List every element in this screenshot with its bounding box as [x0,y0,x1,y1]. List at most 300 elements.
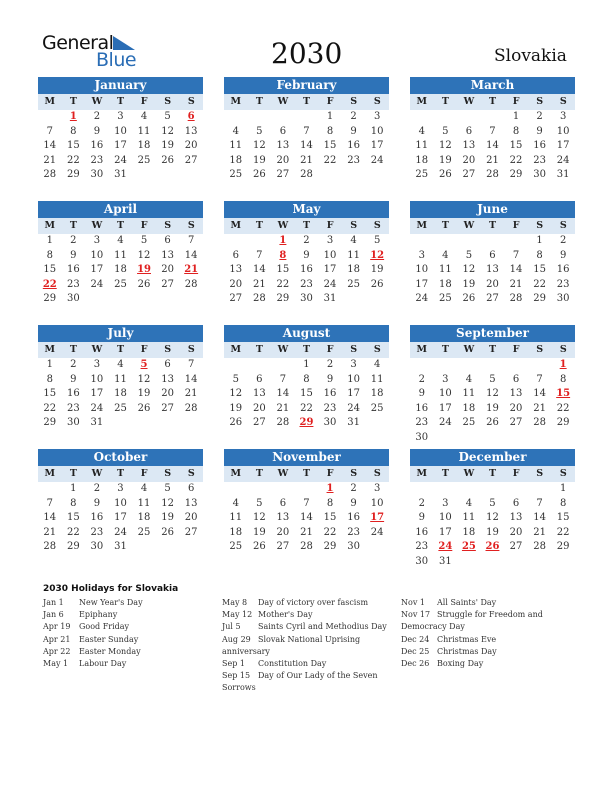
day-cell: 12 [161,497,174,509]
day-cell: 8 [512,125,520,137]
empty-cell [434,482,458,497]
weekday-label: T [488,468,497,479]
day-cell: 6 [279,125,287,137]
weekday-label: T [69,96,77,107]
day-cell: 20 [509,526,523,538]
day-cell: 7 [46,125,53,137]
day-cell: 19 [486,526,499,538]
day-cell: 23 [300,278,313,290]
day-cell: 15 [509,140,523,152]
weekday-label: S [536,344,544,355]
day-cell: 7 [536,497,543,509]
day-cell: 17 [556,140,570,152]
holiday-date: May 1 [43,659,69,669]
day-cell: 22 [300,402,313,414]
weekday-label: W [277,96,289,107]
day-cell: 29 [323,541,337,553]
weekday-header-row [38,342,203,358]
day-cell: 4 [140,483,148,494]
holiday-name: Constitution Day [258,659,327,669]
day-cell: 21 [533,402,546,414]
day-cell: 18 [462,402,476,414]
day-cell: 21 [300,526,313,538]
day-cell: 29 [556,541,570,553]
holiday-date: Jan 6 [43,610,64,620]
day-cell: 18 [229,154,243,166]
day-cell: 21 [43,526,57,538]
month-header: May [224,201,389,218]
holiday-name: Slovak National Uprising anniversary [222,634,361,656]
day-cell: 7 [187,235,195,246]
weekday-label: M [230,468,242,479]
empty-cell [224,358,248,373]
day-cell: 19 [161,140,174,152]
day-cell: 18 [415,154,429,166]
logo [42,32,142,72]
weekday-label: T [441,344,449,355]
day-cell: 11 [114,373,127,385]
day-cell: 28 [184,402,198,414]
weekday-header-row [38,94,203,110]
day-cell: 19 [462,278,476,290]
holiday-date: Nov 1 [401,598,425,607]
weekday-header-row [410,466,575,482]
day-cell: 30 [556,293,570,305]
holiday-date: Apr 21 [43,634,71,644]
day-cell: 6 [187,483,195,494]
day-cell: 16 [90,512,104,524]
day-cell: 26 [137,402,151,414]
day-cell: 25 [370,402,384,414]
weekday-label: W [91,96,103,107]
day-cell: 8 [46,249,53,261]
day-cell: 4 [117,359,124,370]
day-cell: 22 [323,526,337,538]
holiday-day-cell: 25 [461,541,476,553]
day-cell: 20 [252,402,266,414]
day-cell: 3 [373,483,381,494]
month-august [224,325,389,431]
day-cell: 15 [66,140,80,152]
empty-cell [410,110,434,125]
empty-cell [295,110,319,125]
holiday-item [43,658,213,670]
holiday-day-cell: 21 [184,264,199,276]
holiday-item [43,609,213,621]
day-cell: 12 [229,388,243,400]
holiday-name: New Year's Day [79,598,143,607]
weekday-label: S [536,96,544,107]
day-cell: 3 [326,235,334,246]
weekday-label: W [463,468,475,479]
day-cell: 11 [347,249,360,261]
empty-cell [457,234,481,249]
day-cell: 13 [276,140,290,152]
day-cell: 4 [442,249,449,261]
day-cell: 12 [137,249,151,261]
logo-triangle-icon [113,36,135,50]
day-cell: 20 [184,512,198,524]
day-cell: 28 [252,293,266,305]
holiday-item [222,621,397,633]
day-cell: 21 [300,154,313,166]
day-cell: 27 [486,293,499,305]
empty-cell [271,482,295,497]
day-cell: 8 [559,373,567,385]
day-cell: 14 [533,388,546,400]
month-header: March [410,77,575,94]
holiday-item [222,658,397,670]
empty-cell [434,358,458,373]
weekday-header-row [224,466,389,482]
day-cell: 5 [465,249,473,261]
day-cell: 21 [509,278,523,290]
month-header: February [224,77,389,94]
day-cell: 19 [370,264,384,276]
weekday-label: T [255,220,263,231]
day-cell: 28 [509,293,523,305]
weekday-label: M [44,468,56,479]
holiday-day-cell: 12 [370,249,385,261]
day-cell: 2 [70,359,77,370]
day-cell: 6 [465,125,473,137]
day-cell: 2 [418,373,425,385]
holiday-day-cell: 17 [370,512,385,524]
day-cell: 30 [347,541,360,553]
day-cell: 6 [512,497,520,509]
day-cell: 19 [486,402,499,414]
day-cell: 10 [370,497,384,509]
month-may [224,201,389,307]
month-april [38,201,203,307]
day-cell: 10 [438,388,452,400]
empty-cell [481,234,505,249]
weekday-label: S [536,220,544,231]
day-cell: 11 [438,264,452,276]
weekday-label: S [164,220,172,231]
holiday-day-cell: 22 [42,278,57,290]
day-grid [38,358,203,431]
day-cell: 10 [438,512,452,524]
month-header: December [410,449,575,466]
day-cell: 23 [90,526,104,538]
day-cell: 9 [559,249,567,261]
day-cell: 26 [486,417,499,429]
weekday-label: S [350,96,358,107]
day-cell: 14 [184,373,198,385]
holiday-date: Sep 15 [222,671,251,681]
weekday-label: T [69,344,77,355]
month-header: January [38,77,203,94]
day-cell: 8 [326,497,334,509]
day-cell: 2 [93,111,101,122]
holiday-date: May 8 [222,598,248,607]
day-cell: 27 [184,526,198,538]
holiday-item [222,609,397,621]
weekday-header-row [224,218,389,234]
weekday-label: F [140,344,148,355]
holiday-item [43,597,213,609]
day-cell: 10 [114,125,127,137]
day-cell: 23 [347,154,360,166]
empty-cell [504,482,528,497]
day-cell: 11 [137,497,151,509]
empty-cell [457,482,481,497]
day-cell: 28 [184,278,198,290]
day-cell: 31 [114,169,127,181]
weekday-label: F [512,96,520,107]
day-cell: 12 [486,388,499,400]
day-cell: 4 [418,125,425,137]
day-cell: 16 [323,388,337,400]
day-cell: 16 [300,264,313,276]
weekday-label: F [512,468,520,479]
empty-cell [38,482,62,497]
day-cell: 7 [489,125,496,137]
weekday-label: F [326,468,334,479]
day-cell: 9 [326,373,334,385]
day-cell: 21 [252,278,266,290]
holiday-date: Dec 25 [401,646,430,656]
day-cell: 1 [303,359,310,370]
day-cell: 9 [93,125,101,137]
day-cell: 22 [43,402,57,414]
day-cell: 2 [303,235,310,246]
month-september [410,325,575,446]
month-december [410,449,575,570]
day-cell: 18 [462,526,476,538]
day-cell: 13 [161,373,174,385]
day-cell: 12 [252,140,266,152]
day-cell: 23 [66,278,80,290]
day-cell: 24 [90,402,104,414]
day-cell: 9 [303,249,310,261]
day-grid [38,482,203,555]
day-cell: 4 [232,125,239,137]
day-cell: 27 [276,169,290,181]
day-grid [410,358,575,446]
empty-cell [457,110,481,125]
holiday-item [222,670,397,694]
month-october [38,449,203,555]
day-cell: 30 [533,169,546,181]
weekday-label: T [488,344,497,355]
day-cell: 3 [117,111,124,122]
day-cell: 24 [370,154,384,166]
day-cell: 9 [350,125,357,137]
day-cell: 25 [347,278,360,290]
day-cell: 5 [256,125,263,137]
day-cell: 18 [229,526,243,538]
empty-cell [224,234,248,249]
weekday-label: S [164,344,172,355]
day-cell: 22 [533,278,546,290]
day-cell: 14 [184,249,198,261]
day-cell: 7 [187,359,195,370]
day-cell: 25 [114,402,127,414]
day-cell: 13 [462,140,476,152]
empty-cell [248,110,272,125]
weekday-label: M [230,96,242,107]
day-cell: 26 [161,154,174,166]
empty-cell [481,482,505,497]
day-cell: 6 [164,359,171,370]
day-cell: 8 [303,373,310,385]
weekday-label: M [416,468,428,479]
month-march [410,77,575,183]
day-cell: 13 [276,512,290,524]
weekday-label: T [116,96,125,107]
day-cell: 14 [276,388,290,400]
day-cell: 14 [509,264,523,276]
day-cell: 7 [46,497,53,509]
month-november [224,449,389,555]
day-cell: 6 [256,373,263,385]
day-cell: 19 [161,512,174,524]
weekday-header-row [38,466,203,482]
holiday-name: Epiphany [79,610,118,620]
day-cell: 23 [556,278,570,290]
day-cell: 18 [438,278,452,290]
day-cell: 26 [252,541,266,553]
day-cell: 30 [90,169,104,181]
weekday-header-row [224,342,389,358]
holiday-date: Apr 19 [43,622,71,632]
day-cell: 3 [442,497,449,509]
weekday-label: F [326,344,334,355]
weekday-label: M [230,344,242,355]
year-title: 2030 [271,37,343,70]
day-cell: 25 [114,278,127,290]
weekday-label: T [255,96,263,107]
day-cell: 12 [252,512,266,524]
empty-cell [224,482,248,497]
weekday-header-row [410,218,575,234]
day-cell: 16 [347,140,360,152]
day-cell: 30 [90,541,104,553]
day-cell: 2 [418,497,425,509]
month-june [410,201,575,307]
day-cell: 11 [415,140,429,152]
day-cell: 2 [350,483,357,494]
day-cell: 16 [556,264,570,276]
day-cell: 13 [184,125,198,137]
day-cell: 5 [140,235,148,246]
weekday-label: T [69,220,77,231]
day-cell: 17 [114,512,127,524]
day-cell: 3 [93,235,101,246]
day-grid [224,234,389,307]
weekday-label: M [230,220,242,231]
day-cell: 25 [229,169,243,181]
weekday-label: S [187,96,195,107]
day-cell: 5 [232,373,239,385]
day-cell: 10 [415,264,429,276]
day-cell: 4 [232,497,239,509]
day-cell: 30 [415,555,429,567]
month-header: June [410,201,575,218]
month-header: April [38,201,203,218]
day-cell: 26 [370,278,384,290]
day-cell: 27 [462,169,476,181]
weekday-label: S [373,220,381,231]
day-cell: 9 [350,497,357,509]
country-title: Slovakia [494,46,567,66]
empty-cell [410,482,434,497]
day-cell: 27 [184,154,198,166]
holiday-name: Easter Sunday [79,634,139,644]
holiday-date: Aug 29 [222,634,251,644]
holiday-date: May 12 [222,610,253,620]
holiday-date: Dec 26 [401,659,430,669]
day-cell: 17 [90,264,104,276]
day-cell: 12 [161,125,174,137]
day-grid [224,482,389,555]
month-july [38,325,203,431]
weekday-label: T [69,468,77,479]
day-cell: 18 [114,388,127,400]
weekday-label: M [44,220,56,231]
day-cell: 25 [438,293,452,305]
month-january [38,77,203,183]
month-header: November [224,449,389,466]
day-cell: 16 [90,140,104,152]
holiday-item [43,646,213,658]
day-cell: 13 [184,497,198,509]
day-cell: 8 [70,125,77,137]
day-cell: 22 [276,278,290,290]
holiday-column [222,597,397,695]
empty-cell [410,234,434,249]
weekday-label: F [326,96,334,107]
day-cell: 16 [347,512,360,524]
day-cell: 16 [415,402,429,414]
holiday-day-cell: 26 [485,541,500,553]
day-cell: 26 [438,169,452,181]
day-cell: 29 [66,541,80,553]
day-cell: 29 [43,293,57,305]
day-cell: 24 [114,526,127,538]
empty-cell [504,358,528,373]
day-cell: 10 [347,373,360,385]
day-cell: 4 [373,359,381,370]
day-cell: 15 [43,388,57,400]
day-cell: 11 [229,512,243,524]
holiday-date: Apr 22 [43,646,71,656]
day-cell: 5 [164,111,171,122]
day-cell: 30 [415,431,429,443]
day-cell: 23 [323,402,337,414]
weekday-label: W [91,344,103,355]
holiday-name: Labour Day [79,659,127,669]
day-cell: 18 [347,264,360,276]
day-cell: 14 [43,140,57,152]
weekday-label: F [140,96,148,107]
day-cell: 1 [559,483,567,494]
day-cell: 1 [536,235,543,246]
weekday-header-row [410,342,575,358]
weekday-label: T [488,96,497,107]
day-cell: 21 [184,388,198,400]
weekday-label: T [116,344,125,355]
day-cell: 15 [43,264,57,276]
day-cell: 20 [486,278,499,290]
day-cell: 6 [489,249,496,261]
holiday-item [401,634,571,646]
weekday-label: W [463,220,475,231]
day-cell: 28 [300,541,313,553]
day-cell: 9 [418,388,425,400]
